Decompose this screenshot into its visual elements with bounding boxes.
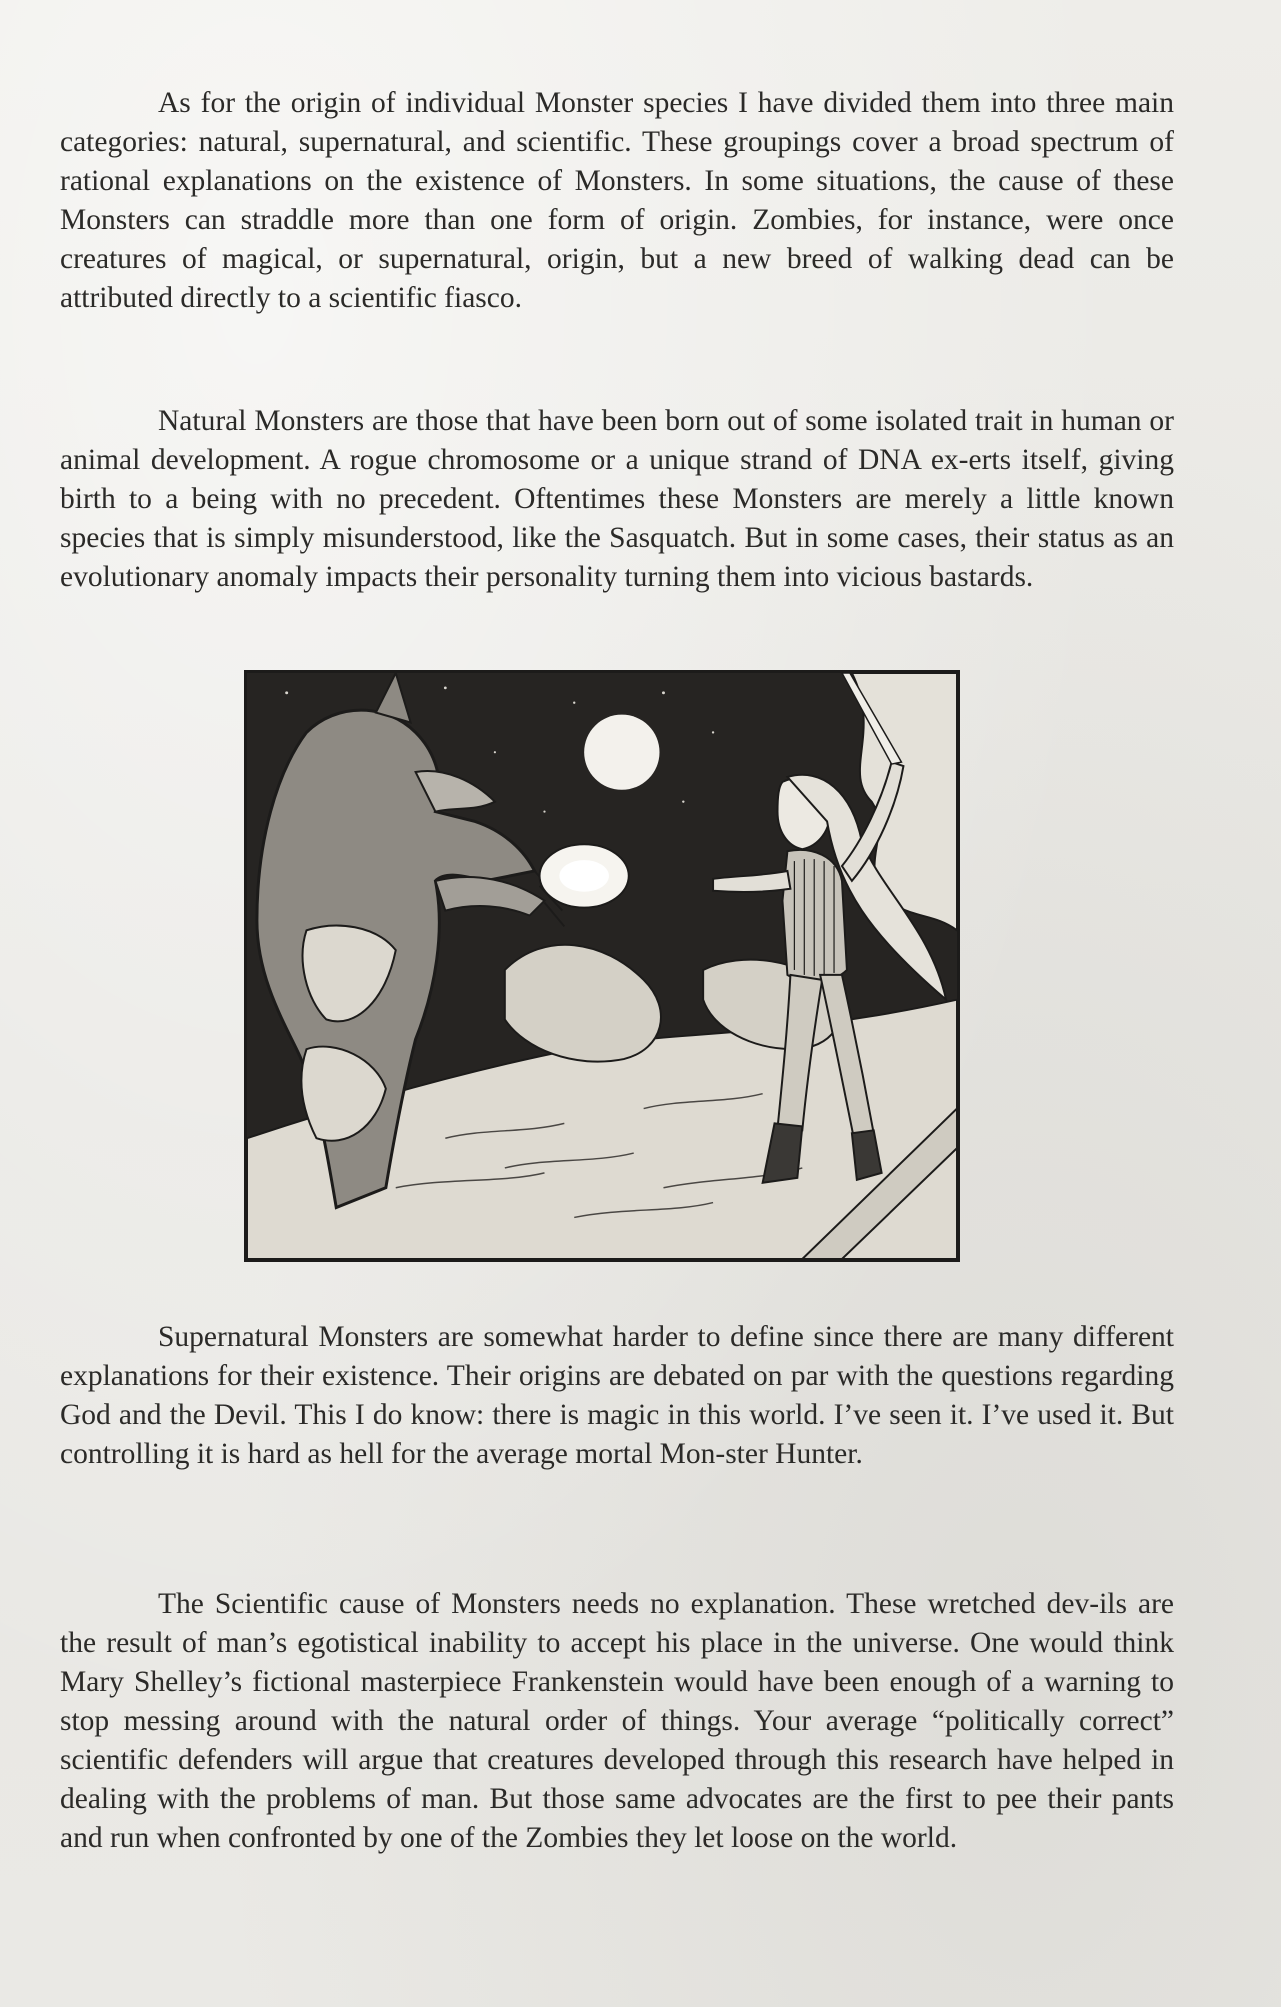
paragraph-scientific-monsters bbox=[60, 1585, 1174, 1858]
paragraph-supernatural-monsters bbox=[60, 1318, 1174, 1474]
full-moon bbox=[584, 715, 659, 790]
illustration-drawing bbox=[247, 673, 957, 1259]
paragraph-text: Natural Monsters are those that have been born out of some isolated trait in human or animal development. A rogue chromosome or a unique strand of DNA ex-erts itself, giving birth to a being with no precedent. Oftentimes these Monsters are merely a little known species that is simply misunderstood, like the Sasquatch. But in some cases, their status as an evolutionary anomaly impacts their personality turning them into vicious bastards. bbox=[60, 405, 1174, 593]
paragraph-text: Supernatural Monsters are somewhat harder to define since there are many different explanations for their existence. Their origins are debated on par with the questions regarding God and the Devil. This I do know: there is magic in this world. I’ve seen it. I’ve used it. But controlling it is hard as hell for the average mortal Mon-ster Hunter. bbox=[60, 1321, 1174, 1470]
werewolf-vs-hunter-illustration bbox=[244, 670, 960, 1262]
paragraph-text: The Scientific cause of Monsters needs no explanation. These wretched dev-ils are the result of man’s egotistical inability to accept his place in the universe. One would think Mary Shelley’s fictional masterpiece Frankenstein would have been enough of a warning to stop messing around with the natural order of things. Your average “politically correct” scientific defenders will argue that creatures developed through this research have helped in dealing with the problems of man. But those same advocates are the first to pee their pants and run when confronted by one of the Zombies they let loose on the world. bbox=[60, 1588, 1174, 1854]
magic-blast bbox=[540, 844, 629, 907]
paragraph-origin-categories bbox=[60, 84, 1174, 318]
paragraph-natural-monsters bbox=[60, 402, 1174, 597]
paragraph-text: As for the origin of individual Monster species I have divided them into three main categories: natural, supernatural, and scientific. These groupings cover a broad spectrum of rational explanations on the existence of Monsters. In some situations, the cause of these Monsters can straddle more than one form of origin. Zombies, for instance, were once creatures of magical, or supernatural, origin, but a new breed of walking dead can be attributed directly to a scientific fiasco. bbox=[60, 87, 1174, 314]
